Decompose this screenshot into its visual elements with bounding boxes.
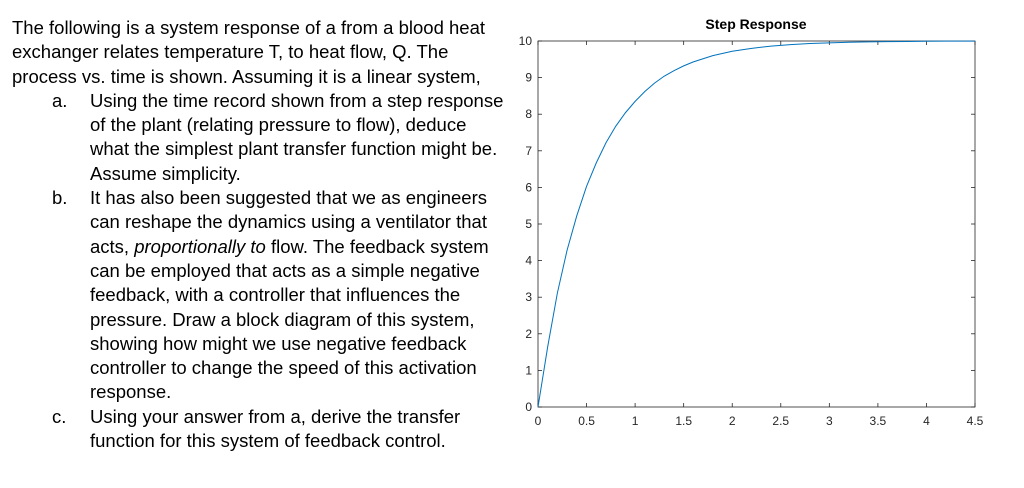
- part-text-emphasis: proportionally to: [134, 235, 266, 257]
- y-tick-label: 6: [525, 180, 532, 195]
- x-tick-label: 1: [631, 414, 639, 428]
- x-tick-label: 4.5: [966, 414, 984, 428]
- part-c: [12, 405, 507, 454]
- chart-axes: [538, 41, 975, 407]
- step-response-chart: [506, 6, 1006, 441]
- x-tick-label: 2: [728, 414, 736, 428]
- part-text: Using your answer from a, derive the transfer function for this system of feedback control.: [90, 405, 461, 452]
- part-text-segment: It has also been suggested that we as engineers can reshape the dynamics using a ventilator that acts,: [90, 187, 487, 257]
- y-tick-label: 7: [525, 143, 532, 158]
- part-letter: a.: [52, 89, 68, 111]
- y-tick-label: 10: [518, 34, 532, 48]
- part-b: [12, 186, 507, 405]
- x-tick-label: 0: [534, 414, 542, 428]
- question-intro: The following is a system response of a from a blood heat exchanger relates temperature T, to heat flow, Q. The process vs. time is shown. Assuming it is a linear system,: [12, 17, 486, 87]
- part-text: Using the time record shown from a step response of the plant (relating pressure to flow), deduce what the simplest plant transfer function might be. Assume simplicity.: [90, 89, 504, 184]
- y-tick-label: 4: [525, 253, 532, 268]
- y-tick-label: 1: [525, 363, 532, 378]
- y-tick-label: 9: [525, 70, 532, 85]
- part-letter: b.: [52, 187, 68, 209]
- part-text: [90, 187, 489, 402]
- plot-frame: [538, 41, 975, 407]
- x-tick-label: 3: [825, 414, 833, 428]
- part-a: [12, 89, 507, 186]
- question-parts: [12, 89, 507, 453]
- y-tick-label: 3: [525, 290, 532, 305]
- y-tick-label: 0: [525, 400, 532, 414]
- y-tick-label: 8: [525, 107, 532, 122]
- x-tick-label: 1.5: [675, 414, 693, 428]
- x-tick-label: 3.5: [869, 414, 887, 428]
- question-text: [12, 16, 507, 453]
- x-tick-label: 0.5: [578, 414, 595, 428]
- y-tick-label: 2: [525, 326, 532, 341]
- x-tick-label: 4: [923, 414, 930, 428]
- chart-title: Step Response: [705, 16, 807, 32]
- y-tick-label: 5: [525, 217, 532, 231]
- part-text-segment: flow. The feedback system can be employed that acts as a simple negative feedback, with a controller that influences the pressure. Draw a block diagram of this system, showing how might we use negative feedback controller to change the speed of this activation response.: [90, 235, 489, 403]
- x-tick-label: 2.5: [772, 414, 790, 428]
- part-letter: c.: [52, 405, 67, 427]
